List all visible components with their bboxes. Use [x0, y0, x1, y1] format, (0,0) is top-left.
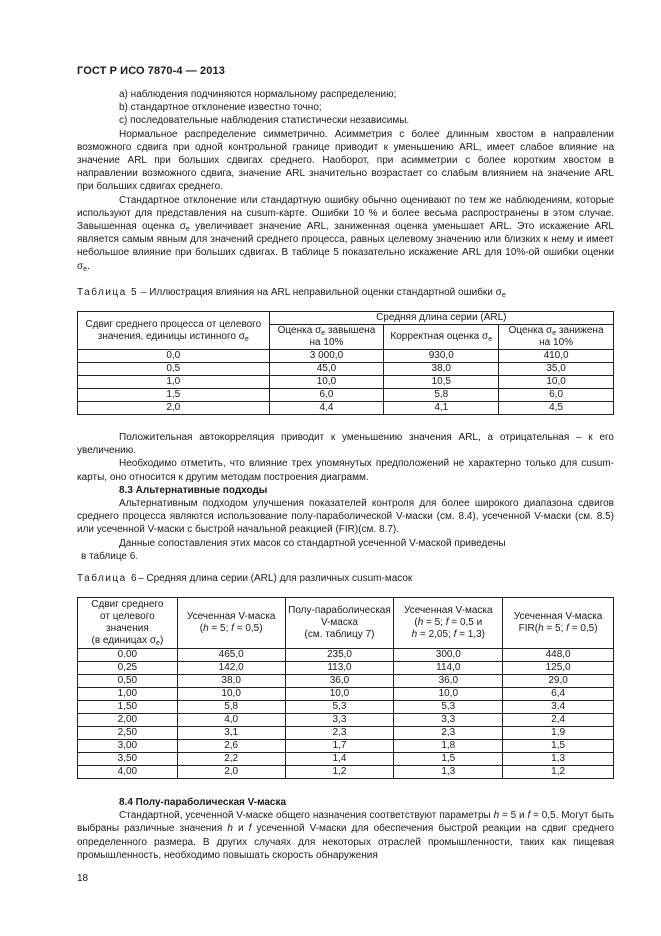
table6-cell: 3,4 [503, 701, 614, 714]
table5-row [78, 363, 614, 376]
list-item-a: a) наблюдения подчиняются нормальному распределению; [119, 89, 397, 100]
table6-caption: Таблица 6– Средняя длина серии (ARL) для различных cusum-масок [77, 573, 413, 584]
table6-cell: 3,3 [394, 714, 503, 727]
table6-cell: 142,0 [177, 662, 285, 675]
table6-cell: 1,5 [503, 740, 614, 753]
section-heading-8-4: 8.4 Полу-параболическая V-маска [119, 797, 287, 808]
table6-cell: 10,0 [177, 688, 285, 701]
paragraph-std-error: Стандартное отклонение или стандартную ошибку обычно оценивают по тем же наблюдениям, которые используют для представления на cusum-карте. Ошибки 10 % и более весьма распространены в этом случае. Завышенная оценка $\sigma_e$ увеличивает значение ARL, заниженная оценка уменьшает ARL. Это искажение ARL является самым явным для значений среднего процесса, равных целевому значению или близких к нему и имеет небольшое влияние при больших сдвигах. В таблице 5 показательно искажение ARL для 10%-ой ошибки оценки $\sigma_e$. [77, 194, 614, 273]
table5-col0-header: Сдвиг среднего процесса от целевого значения, единицы истинного $\sigma_e$ [78, 312, 270, 350]
table6-cell: 5,3 [285, 701, 394, 714]
table6-cell: 1,50 [78, 701, 178, 714]
paragraph-semi-parabolic: Стандартной, усеченной V-маске общего назначения соответствуют параметры h = 5 и f = 0,5. Могут быть выбраны различные значения h и f усеченной V-маски для обеспечения быстрой реакции на сдвиг среднего определенного размера. В других случаях для некоторых отраслей промышленности, таких как пищевая промышленность, необходимо повышать скорость обнаружения [77, 810, 615, 861]
table6-cell: 235,0 [285, 649, 394, 662]
table6-row [78, 701, 614, 714]
table6-row [78, 649, 614, 662]
table6-row [78, 753, 614, 766]
table6-cell: 4,00 [78, 766, 178, 779]
table6-cell: 36,0 [394, 675, 503, 688]
list-item-b: b) стандартное отклонение известно точно; [119, 102, 322, 114]
table6-row [78, 727, 614, 740]
table6-cell: 1,4 [285, 753, 394, 766]
table5-row [78, 389, 614, 402]
table6-cell: 3,50 [78, 753, 178, 766]
table6-cell: 1,00 [78, 688, 178, 701]
table5-row [78, 376, 614, 389]
table6-row [78, 662, 614, 675]
table6-cell: 1,7 [285, 740, 394, 753]
table6-cell: 0,50 [78, 675, 178, 688]
table6-row [78, 766, 614, 779]
table5-cell: 5,8 [384, 389, 499, 402]
table6-cell: 10,0 [285, 688, 394, 701]
table6-cell: 2,2 [177, 753, 285, 766]
table6-row [78, 675, 614, 688]
paragraph-comparison-cont: в таблице 6. [81, 550, 139, 562]
table6-cell: 4,0 [177, 714, 285, 727]
table6-cell: 1,9 [503, 727, 614, 740]
table6-cell: 3,00 [78, 740, 178, 753]
table5-group-header: Средняя длина серии (ARL) [269, 312, 613, 325]
table5-row [78, 402, 614, 415]
table5-col2-header: Корректная оценка $\sigma_e$ [384, 325, 499, 350]
table6-col0-header: Сдвиг среднего от целевого значения (в единицах $\sigma_e$) [78, 598, 178, 649]
table6-cell: 2,6 [177, 740, 285, 753]
table5-cell: 10,0 [269, 376, 384, 389]
table6-cell: 29,0 [503, 675, 614, 688]
section-heading-8-3: 8.3 Альтернативные подходы [119, 484, 268, 496]
table6-row [78, 740, 614, 753]
table6-col1-header: Усеченная V-маска (h = 5; f = 0,5) [177, 598, 285, 649]
table5-cell: 6,0 [269, 389, 384, 402]
table6-cell: 1,5 [394, 753, 503, 766]
table5-cell: 38,0 [384, 363, 499, 376]
table6-cell: 1,8 [394, 740, 503, 753]
table6-cell: 0,25 [78, 662, 178, 675]
table6-cell: 114,0 [394, 662, 503, 675]
table6-cell: 2,4 [503, 714, 614, 727]
table5-col1-header: Оценка $\sigma_e$ завышена на 10% [269, 325, 384, 350]
table6-cell: 1,2 [285, 766, 394, 779]
table5-cell: 0,0 [78, 350, 270, 363]
table6-cell: 0.00 [78, 649, 178, 662]
table5-cell: 6,0 [499, 389, 614, 402]
table6-cell: 1,3 [394, 766, 503, 779]
table5-cell: 2,0 [78, 402, 270, 415]
text-block-3 [77, 796, 614, 862]
text-block-2 [77, 431, 614, 563]
table6-cell: 2,50 [78, 727, 178, 740]
table6-cell: 36,0 [285, 675, 394, 688]
table6-cell: 2,0 [177, 766, 285, 779]
table5-cell: 35,0 [499, 363, 614, 376]
table6-cell: 113,0 [285, 662, 394, 675]
table6-row [78, 688, 614, 701]
table6-cell: 5,8 [177, 701, 285, 714]
paragraph-comparison: Данные сопоставления этих масок со стандартной усеченной V-маской приведены [119, 537, 506, 549]
table5-cell: 10,5 [384, 376, 499, 389]
table5-cell: 4,5 [499, 402, 614, 415]
table6-cell: 2,3 [285, 727, 394, 740]
table-6 [77, 597, 614, 779]
table6-cell: 2,00 [78, 714, 178, 727]
table6-cell: 38,0 [177, 675, 285, 688]
document-header: ГОСТ Р ИСО 7870-4 — 2013 [77, 65, 225, 77]
paragraph-autocorrelation: Положительная автокорреляция приводит к уменьшению значения ARL, а отрицательная – к его увеличению. [77, 432, 614, 457]
list-item-c: c) последовательные наблюдения статистически независимы. [119, 115, 410, 127]
table6-cell: 3,1 [177, 727, 285, 740]
table6-cell: 5,3 [394, 701, 503, 714]
table6-row [78, 714, 614, 727]
table6-cell: 465,0 [177, 649, 285, 662]
table6-cell: 6,4 [503, 688, 614, 701]
table5-cell: 10,0 [499, 376, 614, 389]
paragraph-symmetry: Нормальное распределение симметрично. Асимметрия с более длинным хвостом в направлении возможного сдвига при одной контрольной границе приводит к уменьшению ARL, имеет слабое влияние на значение ARL при больших сдвигах среднего. Наоборот, при асимметрии с более коротким хвостом в направлении возможного сдвига, значение ARL значительно возрастает со слабым влиянием на значение ARL при больших сдвигах среднего. [77, 128, 614, 193]
table5-cell: 45,0 [269, 363, 384, 376]
table6-cell: 2,3 [394, 727, 503, 740]
table6-col3-header: Усеченная V-маска (h = 5; f = 0,5 и h = 2,05; f = 1,3) [394, 598, 503, 649]
page-number: 18 [77, 873, 89, 884]
table6-cell: 3,3 [285, 714, 394, 727]
table5-cell: 0,5 [78, 363, 270, 376]
table5-cell: 4,1 [384, 402, 499, 415]
table5-col3-header: Оценка $\sigma_e$ занижена на 10% [499, 325, 614, 350]
table5-cell: 4,4 [269, 402, 384, 415]
table6-cell: 1,3 [503, 753, 614, 766]
paragraph-note: Необходимо отметить, что влияние трех упомянутых предположений не характерно только для cusum-карты, оно относится к другим методам построения диаграмм. [77, 458, 614, 483]
table6-cell: 125,0 [503, 662, 614, 675]
table5-caption: Таблица 5 – Иллюстрация влияния на ARL неправильной оценки стандартной ошибки $\sigma_e$ [77, 287, 506, 299]
text-block-1 [77, 88, 614, 273]
table6-cell: 1,2 [503, 766, 614, 779]
table6-col4-header: Усеченная V-маска FIR(h = 5; f = 0,5) [503, 598, 614, 649]
table5-cell: 410,0 [499, 350, 614, 363]
table-5 [77, 311, 614, 415]
table6-cell: 448,0 [503, 649, 614, 662]
paragraph-alternatives: Альтернативным подходом улучшения показателей контроля для более широкого диапазона сдвигов среднего процесса являются использование полу-параболической V-маски (см. 8.4), усеченной V-маски (см. 8.5) или усеченной V-маски с быстрой начальной реакцией (FIR)(см. 8.7). [77, 498, 614, 536]
table5-cell: 1,0 [78, 376, 270, 389]
table5-cell: 1,5 [78, 389, 270, 402]
table5-cell: 930,0 [384, 350, 499, 363]
table5-cell: 3 000,0 [269, 350, 384, 363]
table6-col2-header: Полу-параболическая V-маска (см. таблицу 7) [285, 598, 394, 649]
table6-cell: 10,0 [394, 688, 503, 701]
table6-cell: 300,0 [394, 649, 503, 662]
table5-row [78, 350, 614, 363]
